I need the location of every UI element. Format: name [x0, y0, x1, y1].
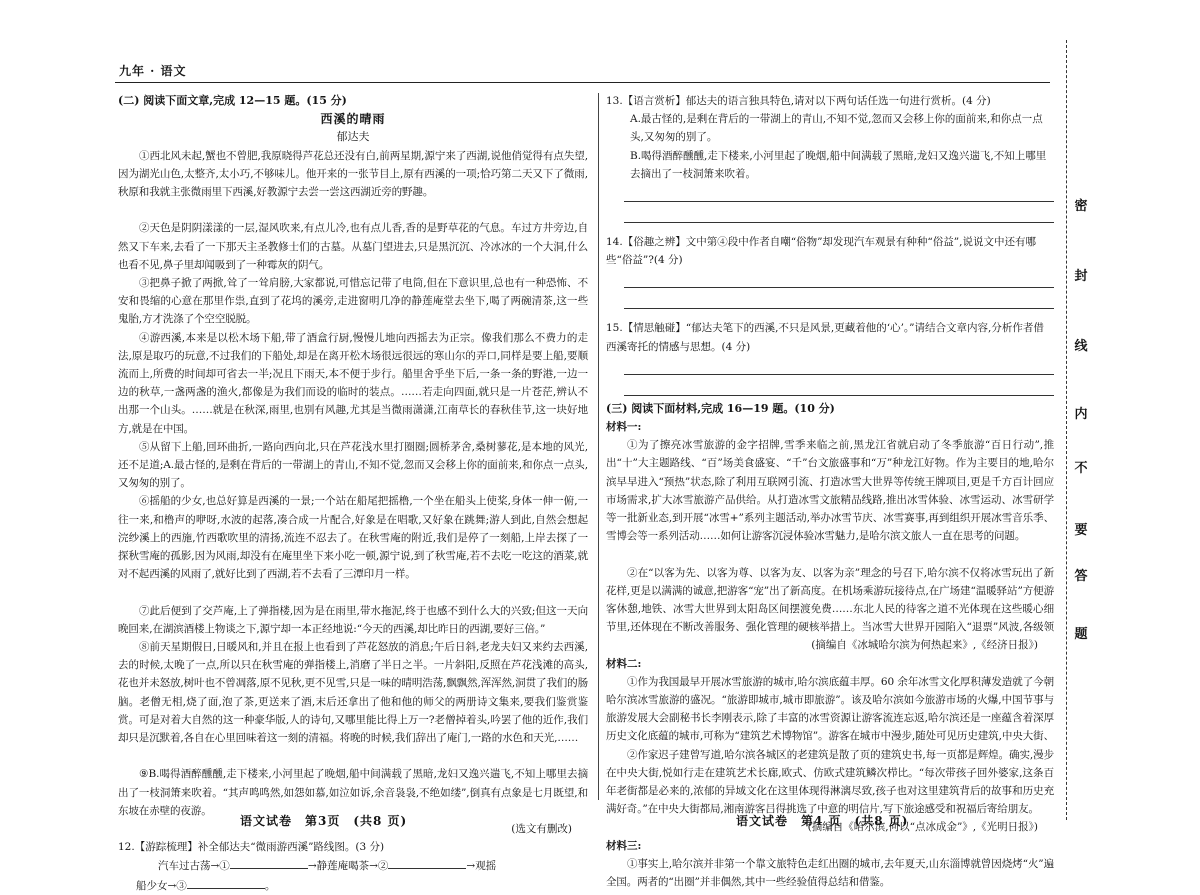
seal-char: 密 [1074, 199, 1088, 214]
article-paragraph: ③把鼻子掀了两掀,耸了一耸肩膀,大家都说,可惜忘记带了电筒,但在下意识里,总也有一种恐怖、不安和畏缩的心意在那里作祟,直到了花坞的溪旁,走进窗明几净的静莲庵堂去坐下,喝了两碗清茶,这一些鬼胎,方才洗涤了个空空脱脱。 [118, 277, 588, 326]
seal-char: 不 [1074, 461, 1088, 476]
seal-char: 题 [1074, 627, 1088, 642]
seal-char: 内 [1074, 407, 1088, 422]
answer-line[interactable] [624, 379, 1054, 396]
route-line-2 [118, 876, 588, 895]
question-15 [606, 319, 1054, 395]
answer-blank-3[interactable] [187, 876, 265, 889]
material-paragraph: ①为了擦亮冰雪旅游的金字招牌,雪季来临之前,黑龙江省就启动了冬季旅游“百日行动”,推出“十”大主题路线、“百”场美食盛宴、“千”台文旅盛事和“万”种龙江好物。作为主要目的地,哈尔滨早早进入“预热”状态,除了利用互联网引流、打造冰雪大世界等传统王牌项目,更是千方百计回应市场需求,扩大冰雪旅游产品供给。从打造冰雪文旅精品线路,推出冰雪体验、冰雪运动、冰雪研学等一批新业态,到开展“冰雪+”系列主题活动,举办冰雪节庆、冰雪赛事,再到组织开展冰雪音乐季、雪博会等一系列活动……如何让游客沉浸体验冰雪魅力,是哈尔滨文旅人一直在思考的问题。 [606, 439, 1054, 543]
material-1-label: 材料一: [606, 420, 642, 433]
route-mid-text: →静莲庵喝茶→② [307, 860, 389, 873]
answer-line[interactable] [624, 206, 1054, 223]
article-paragraph: ⑦此后便到了交芦庵,上了弹指楼,因为是在雨里,带水拖泥,终于也感不到什么大的兴致;但这一天向晚回来,在湖滨酒楼上物谈之下,源宁却一本正经地说:“今天的西溪,却比昨日的西湖,要好三倍。” [118, 604, 588, 635]
route-line-1 [118, 856, 588, 875]
right-column [606, 92, 1054, 891]
article-paragraph: ①西北风未起,蟹也不曾肥,我原晓得芦花总还没有白,前两星期,源宁来了西湖,说他俏觉得有点失望,因为湖光山色,太整齐,太小巧,不够味儿。他开来的一张节目上,原有西溪的一项;恰巧第二天又下了微雨,秋原和我就主张微雨里下西溪,好教源宁去尝一尝这西湖近旁的野趣。 [118, 149, 588, 199]
article-paragraph: ②天色是阴阴漾漾的一层,湿风吹来,有点儿冷,也有点儿香,香的是野草花的气息。车过方井旁边,自然又下车来,去看了一下那天主圣教修士们的古墓。从墓门望进去,只是黑沉沉、冷冰冰的一个大洞,什么也看不见,鼻子里却闻吸到了一种霉灰的阴气。 [118, 222, 588, 271]
route-start-text: 汽车过古荡→① [158, 860, 230, 873]
article-paragraph: ⑨B.喝得酒醉醺醺,走下楼来,小河里起了晚烟,船中间满载了黑暗,龙妇又逸兴遄飞,不知上哪里去摘出了一枝洞箫来吹着。“其声鸣鸣然,如怨如慕,如泣如诉,余音袅袅,不绝如缕”,倒真有点象是七月既望,和东坡在赤壁的夜游。 [118, 768, 588, 817]
material-2-label: 材料二: [606, 657, 642, 670]
question-13-stem: 13.【语言赏析】郁达夫的语言独具特色,请对以下两句话任选一句进行赏析。(4 分) [606, 95, 991, 107]
answer-line[interactable] [624, 185, 1054, 202]
seal-char: 封 [1074, 269, 1088, 284]
answer-line[interactable] [624, 271, 1054, 288]
material-paragraph: ①作为我国最早开展冰雪旅游的城市,哈尔滨底蕴丰厚。60 余年冰雪文化厚积薄发造就了今朝哈尔滨冰雪旅游的盛况。“旅游即城市,城市即旅游”。该及哈尔滨如今旅游市场的火爆,中国节事与旅游发展大会副秘书长李刚表示,除了丰富的冰雪资源让游客流连忘返,哈尔滨还是一座蕴含着深厚历史文化底蕴的城市,可称为“建筑艺术博物馆”。游客在城市中漫步,随处可见历史建筑,中央大街、 [606, 675, 1054, 743]
article-paragraph: ⑥摇船的少女,也总好算是西溪的一景;一个站在船尾把摇橹,一个坐在船头上使桨,身体一伸一俯,一往一来,和橹声的咿呀,水波的起落,凑合成一片配合,好象是在唱歌,又好象在跳舞;游人到此,自然会想起浣纱溪上的西施,竹西歌吹里的清扬,流连不忍去了。在秋雪庵的附近,我们是停了一刻船,上岸去探了一探秋雪庵的孤影,因为风雨,却没有在庵里坐下来小吃一顿,源宁说,到了秋雪庵,若不去吃一吃这的酒菜,就对不起西溪的风雨了,就好比到了西湖,若不去看了三潭印月一样。 [118, 495, 588, 581]
article-source-note: (选文有删改) [511, 822, 572, 835]
seal-char: 线 [1074, 339, 1088, 354]
question-13-option-b: B.喝得酒醉醺醺,走下楼来,小河里起了晚烟,船中间满载了黑暗,龙妇又逸兴遄飞,不知上哪里去摘出了一枝洞箫来吹着。 [630, 149, 1047, 180]
article-paragraph: ⑧前天星期假日,日暖风和,并且在报上也看到了芦花怒放的消息;午后日斜,老龙夫妇又来约去西溪,去的时候,太晚了一点,所以只在秋雪庵的弹指楼上,消磨了半日之半。一片斜阳,反照在芦花浅滩的高头,花也并未怒放,树叶也不曾凋落,原不见秋,更不见雪,只是一味的晴明浩荡,飘飘然,浑浑然,洞贯了我们的肠脑。老僧无相,烧了面,泡了茶,更送来了酒,末后还拿出了他和他的师父的两册诗文集来,要我们鉴赏鉴赏。可是对着大自然的这一种豪华版,人的诗句,又哪里能比得上万一?老僧掉着头,吟罢了他的近作,我们却只是沉默着,各自在心里回味着这一刻的清福。将晚的时候,我们辞出了庵门,一路的水色和天光,…… [118, 640, 588, 744]
header-label: 九年 · 语文 [119, 64, 187, 78]
column-divider [598, 93, 599, 800]
header-rule [115, 82, 1050, 83]
answer-blank-1[interactable] [230, 856, 308, 869]
question-14 [606, 233, 1054, 309]
question-13 [606, 92, 1054, 223]
seal-char: 要 [1074, 523, 1088, 538]
question-15-stem: 15.【情思触碰】“郁达夫笔下的西溪,不只是风景,更藏着他的‘心’。”请结合文章内容,分析作者借西溪寄托的情感与思想。(4 分) [606, 322, 1044, 353]
seal-line-dashed [1066, 40, 1067, 820]
section2-title: (二) 阅读下面文章,完成 12—15 题。(15 分) [118, 94, 347, 107]
material-2-source: (摘编自《哈尔滨,何以“点冰成金”》,《光明日报》) [807, 821, 1038, 834]
material-paragraph: ①事实上,哈尔滨并非第一个靠文旅特色走红出圈的城市,去年夏天,山东淄博就曾因烧烤“火”遍全国。两者的“出圈”并非偶然,其中一些经验值得总结和借鉴。 [606, 857, 1054, 888]
material-paragraph: ②在“以客为先、以客为尊、以客为友、以客为亲”理念的号召下,哈尔滨不仅将冰雪玩出了新花样,更是以满满的诚意,把游客“宠”出了新高度。在机场乘游玩接待点,在广场建“温暖驿站”方便游客休憩,地铁、冰雪大世界到太阳岛区间摆渡免费……东北人民的待客之道不光体现在这些暖心细节里,还体现在不断改善服务、强化管理的硬核举措上。当冰雪大世界开园陷入“退票”风波,各级领 [606, 566, 1054, 634]
article-paragraph: ④游西溪,本来是以松木场下船,带了酒盒行厨,慢慢儿地向西摇去为正宗。像我们那么不费力的走法,原是取巧的玩意,不过我们的下船处,却是在离开松木场很远很远的寒山尔的弄口,同样是要上船,要顺流而上,所费的时间却可省去一半;况且下雨天,本不便于步行。船里舍乎坐下后,一条一条的野港,一边一边的秋草,一盏两盏的渔火,都像是为我们而设的临时的装点。……若走向四面,就只是一片苍茫,辨认不出那一个山头。……就是在秋深,雨里,也别有风趣,尤其是当微雨潇潇,江南草长的春秋佳节,这一块好地方,就是在中国。 [118, 331, 588, 435]
article-author: 郁达夫 [336, 130, 370, 144]
footer-page-left: 语文试卷 第3页 (共8 页) [240, 814, 408, 828]
footer-page-right: 语文试卷 第4 页 (共8 页) [736, 814, 909, 828]
left-column [118, 92, 588, 895]
question-13-option-a: A.最古怪的,是剩在背后的一带湖上的青山,不知不觉,忽而又会移上你的面前来,和你点一点头,又匆匆的别了。 [630, 113, 1043, 144]
question-14-stem: 14.【俗趣之辨】文中第④段中作者自嘲“俗物”却发现汽车观景有种种“俗益”,说说文中还有哪些“俗益”?(4 分) [606, 235, 1037, 267]
question-12 [118, 838, 588, 895]
material-3-label: 材料三: [606, 839, 642, 852]
material-paragraph: ②作家迟子建曾写道,哈尔滨各城区的老建筑是散了页的建筑史书,每一页都是辉煌。确实,漫步在中央大街,悦如行走在建筑艺术长廊,欧式、仿欧式建筑鳞次栉比。“每次带孩子回外婆家,这条百年老街都是必来的,浓郁的异域文化在这里体现得淋漓尽致,孩子也对这里建筑背后的故事和历史充满好奇。”在中央大街都局,湘南游客吕得挑选了中意的明信片,写下旅途感受和祝福后寄给朋友。 [606, 748, 1054, 816]
article-title: 西溪的晴雨 [320, 112, 386, 127]
route-line2-end: 。 [264, 879, 276, 892]
material-1-source: (摘编自《冰城哈尔滨为何热起来》,《经济日报》) [811, 639, 1038, 652]
section3-title: (三) 阅读下面材料,完成 16—19 题。(10 分) [606, 401, 835, 415]
route-end-text: →观摇 [466, 860, 497, 873]
article-paragraph: ⑤从留下上船,回环曲折,一路向西向北,只在芦花浅水里打圈圈;圆桥茅舍,桑树蓼花,是本地的风光,还不足道;A.最古怪的,是剩在背后的一带湖上的青山,不知不觉,忽而又会移上你的面前来,和你点一点头,又匆匆的别了。 [118, 440, 588, 490]
route-line2-start: 船少女→③ [136, 879, 187, 892]
seal-char: 答 [1074, 569, 1088, 584]
answer-blank-2[interactable] [388, 856, 466, 869]
answer-line[interactable] [624, 358, 1054, 375]
question-12-stem: 12.【游踪梳理】补全郁达夫“微雨游西溪”路线图。(3 分) [118, 841, 385, 854]
answer-line[interactable] [624, 292, 1054, 309]
